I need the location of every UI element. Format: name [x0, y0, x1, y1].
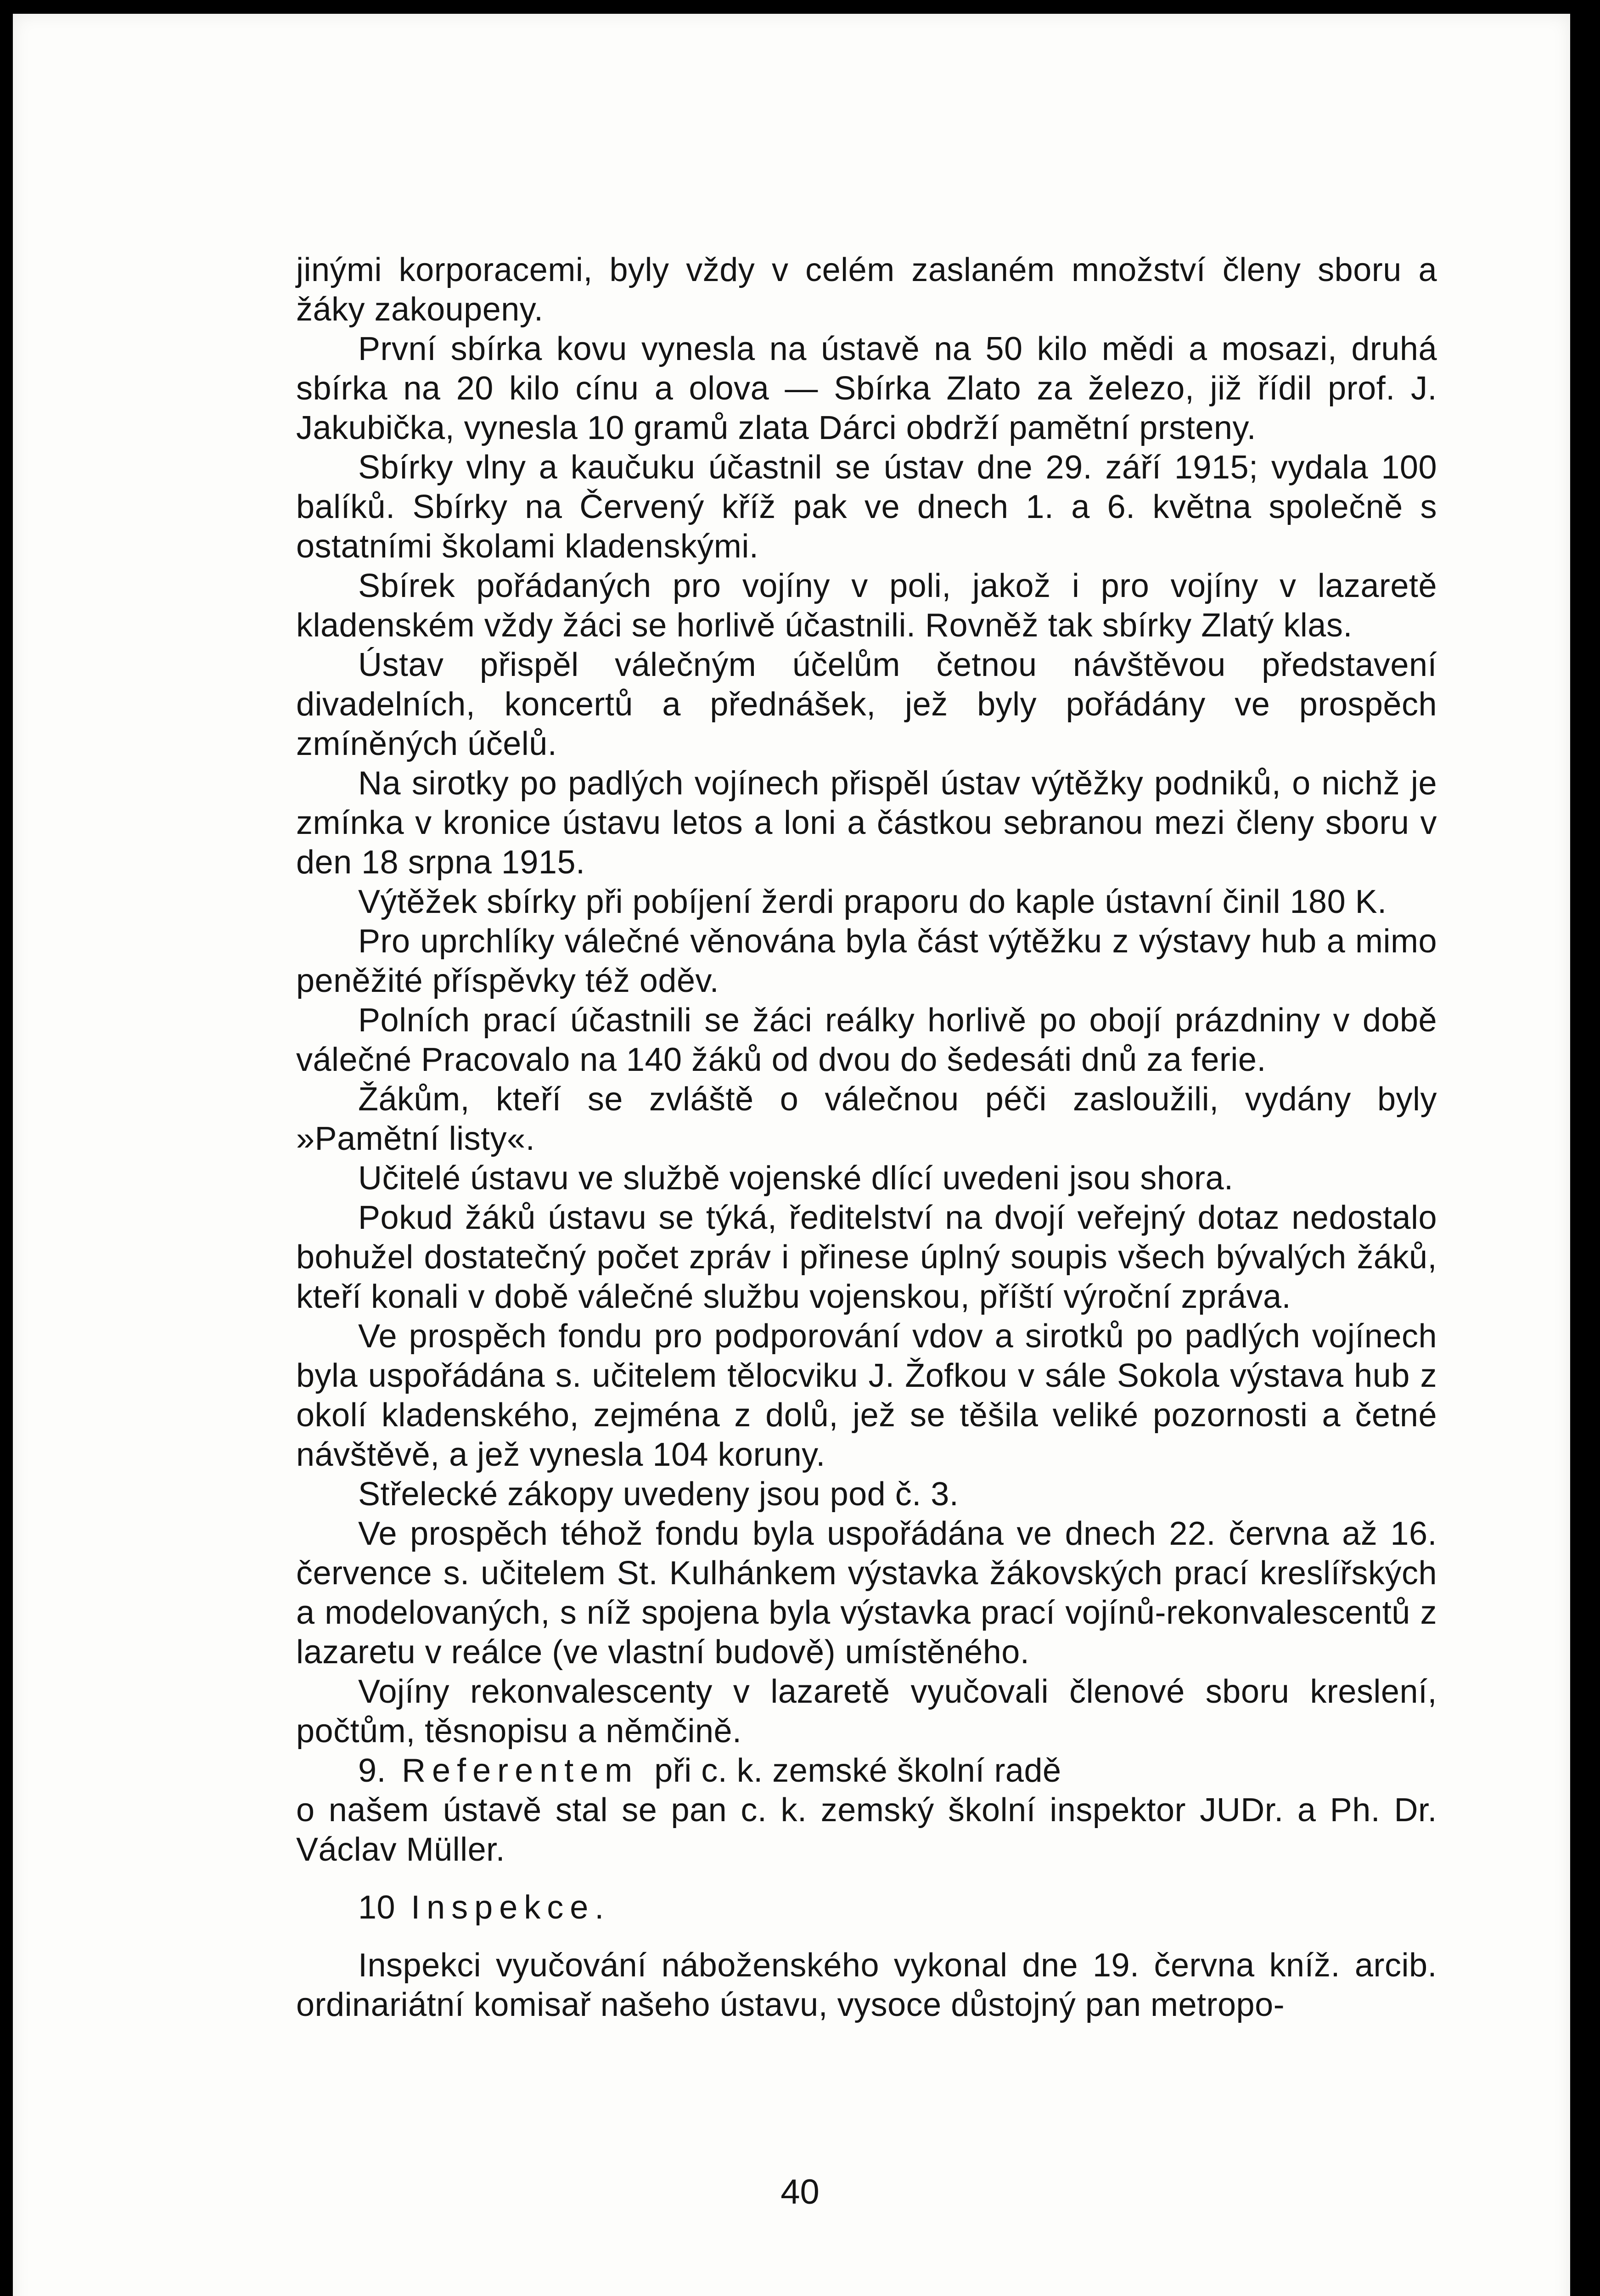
section-9-number: 9.: [358, 1752, 387, 1789]
section-9-heading: [296, 1751, 1437, 1790]
paragraph-8: Pro uprchlíky válečné věnována byla část výtěžku z výstavy hub a mimo peněžité příspěvky též oděv.: [296, 923, 1437, 999]
paragraph-14: Střelecké zákopy uvedeny jsou pod č. 3.: [358, 1476, 959, 1513]
section-spacer: [296, 1927, 1437, 1946]
paragraph-11: Učitelé ústavu ve službě vojenské dlící uvedeni jsou shora.: [358, 1160, 1234, 1197]
paragraph-6: Na sirotky po padlých vojínech přispěl ústav výtěžky podniků, o nichž je zmínka v kronice ústavu letos a loni a částkou sebranou mezi členy sboru v den 18 srpna 1915.: [296, 765, 1437, 881]
paragraph-15: Ve prospěch téhož fondu byla uspořádána ve dnech 22. června až 16. července s. učitelem St. Kulhánkem výstavka žákovských prací kreslířských a modelovaných, s níž spojena byla výstavka prací vojínů-rekonvalescentů z lazaretu v reálce (ve vlastní budově) umístěného.: [296, 1515, 1437, 1671]
paragraph-9: Polních prací účastnili se žáci reálky horlivě po obojí prázdniny v době válečné Pracovalo na 140 žáků od dvou do šedesáti dnů za ferie.: [296, 1002, 1437, 1078]
section-9-body: o našem ústavě stal se pan c. k. zemský školní inspektor JUDr. a Ph. Dr. Václav Müller.: [296, 1792, 1437, 1868]
section-spacer: [296, 1869, 1437, 1888]
paragraph-5: Ústav přispěl válečným účelům četnou návštěvou představení divadelních, koncertů a přednášek, jež byly pořádány ve prospěch zmíněných účelů.: [296, 647, 1437, 762]
section-9-rest: při c. k. zemské školní radě: [654, 1752, 1061, 1789]
page-number: 40: [780, 2172, 820, 2212]
section-10-heading: [296, 1888, 1437, 1927]
paragraph-13: Ve prospěch fondu pro podporování vdov a sirotků po padlých vojínech byla uspořádána s. učitelem tělocviku J. Žofkou v sále Sokola výstava hub z okolí kladenského, zejména z dolů, jež se těšila veliké pozornosti a četné návštěvě, a jež vynesla 104 koruny.: [296, 1318, 1437, 1473]
final-paragraph: Inspekci vyučování náboženského vykonal dne 19. června kníž. arcib. ordinariátní komisař našeho ústavu, vysoce důstojný pan metropo-: [296, 1947, 1437, 2023]
paragraph-16: Vojíny rekonvalescenty v lazaretě vyučovali členové sboru kreslení, počtům, těsnopisu a němčině.: [296, 1673, 1437, 1750]
paragraph-4: Sbírek pořádaných pro vojíny v poli, jakož i pro vojíny v lazaretě kladenském vždy žáci se horlivě účastnili. Rovněž tak sbírky Zlatý klas.: [296, 568, 1437, 644]
paragraph-7: Výtěžek sbírky při pobíjení žerdi praporu do kaple ústavní činil 180 K.: [358, 884, 1387, 920]
scan-border: [1570, 0, 1600, 2296]
paragraph-1: jinými korporacemi, byly vždy v celém zaslaném množství členy sboru a žáky zakoupeny.: [296, 252, 1437, 328]
body-text: [296, 250, 1437, 2025]
section-10-title: Inspekce.: [411, 1889, 611, 1926]
paragraph-3: Sbírky vlny a kaučuku účastnil se ústav dne 29. září 1915; vydala 100 balíků. Sbírky na Červený kříž pak ve dnech 1. a 6. května společně s ostatními školami kladenskými.: [296, 449, 1437, 565]
paragraph-2: První sbírka kovu vynesla na ústavě na 50 kilo mědi a mosazi, druhá sbírka na 20 kilo cínu a olova — Sbírka Zlato za železo, již řídil prof. J. Jakubička, vynesla 10 gramů zlata Dárci obdrží pamětní prsteny.: [296, 331, 1437, 446]
paragraph-12: Pokud žáků ústavu se týká, ředitelství na dvojí veřejný dotaz nedostalo bohužel dostatečný počet zpráv i přinese úplný soupis všech bývalých žáků, kteří konali v době válečné službu vojenskou, příští výroční zpráva.: [296, 1199, 1437, 1315]
section-10-number: 10: [358, 1889, 396, 1926]
paragraph-10: Žákům, kteří se zvláště o válečnou péči zasloužili, vydány byly »Pamětní listy«.: [296, 1081, 1437, 1157]
section-9-title: Referentem: [402, 1752, 639, 1789]
